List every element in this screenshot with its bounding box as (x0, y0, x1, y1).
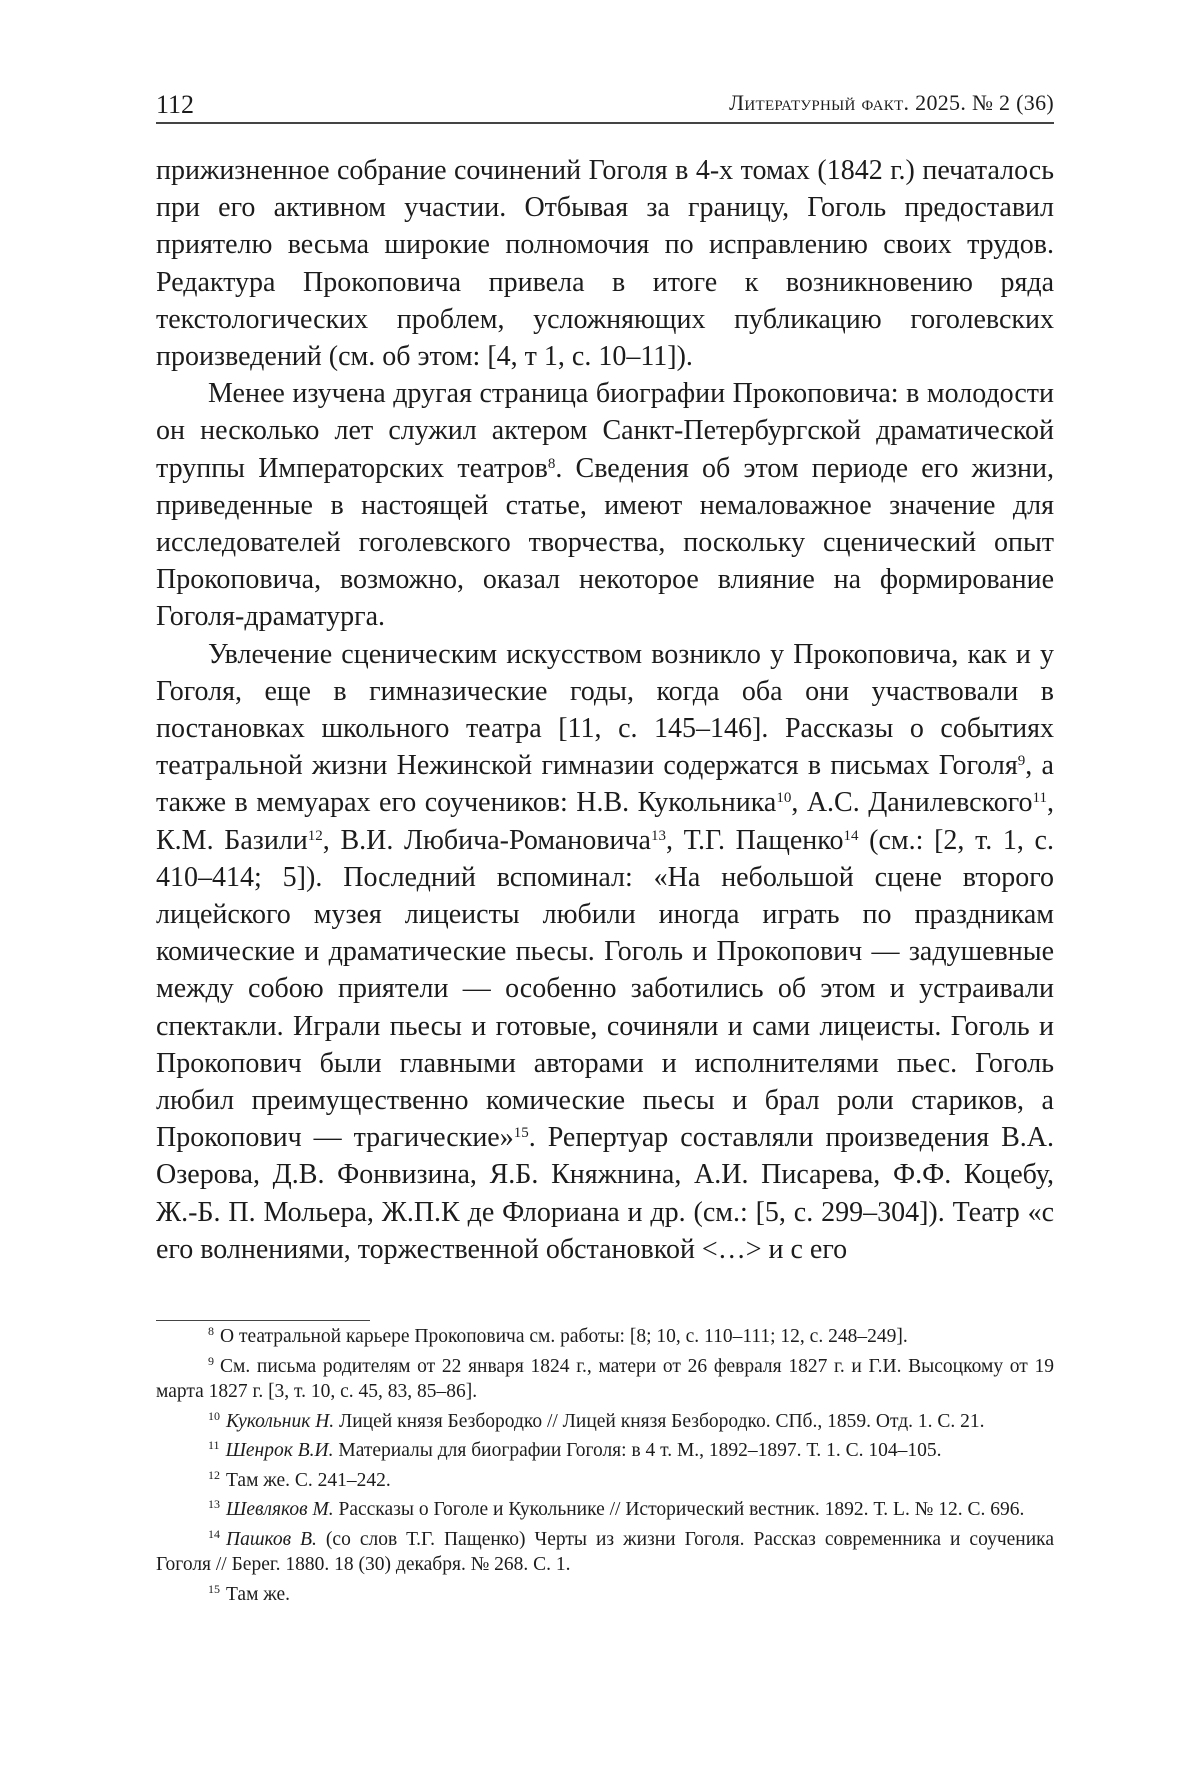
footnote-10 (156, 1409, 1054, 1435)
paragraph-3-text-1: Увлечение сценическим искусством возникло у Прокоповича, как и у Гоголя, еще в гимназические годы, когда оба они участвовали в постановках школьного театра [11, с. 145–146]. Рассказы о событиях театральной жизни Нежинской гимназии содержатся в письмах Гоголя (156, 638, 1054, 782)
paragraph-3-text-2: , а также в мемуарах его соучеников: Н.В. Кукольника (156, 750, 1054, 819)
footnote-ref-13[interactable]: 13 (650, 827, 666, 844)
footnote-8 (156, 1324, 1054, 1350)
footnote-12 (156, 1468, 1054, 1494)
footnote-author: Пашков В. (226, 1528, 317, 1550)
footnote-ref-15[interactable]: 15 (513, 1125, 529, 1142)
paragraph-1 (156, 152, 1054, 375)
paragraph-2 (156, 375, 1054, 635)
footnote-ref-10[interactable]: 10 (776, 790, 792, 807)
paragraph-3-text-5: , В.И. Любича-Романовича (322, 824, 651, 856)
footnote-ref-8[interactable]: 8 (547, 455, 556, 472)
page-number: 112 (156, 90, 195, 119)
footnote-number: 9 (208, 1353, 214, 1368)
page-header (156, 84, 1054, 124)
footnote-ref-11[interactable]: 11 (1032, 790, 1047, 807)
footnote-text: Материалы для биографии Гоголя: в 4 т. М., 1892–1897. Т. 1. С. 104–105. (333, 1440, 942, 1461)
paragraph-2-text-2: . Сведения об этом периоде его жизни, приведенные в настоящей статье, имеют немаловажное значение для исследователей гоголевского творчества, поскольку сценический опыт Прокоповича, возможно, оказал некоторое влияние на формирование Гоголя-драматурга. (156, 452, 1055, 633)
paragraph-3-text-6: , Т.Г. Пащенко (665, 824, 844, 856)
paragraph-2-text-1: Менее изучена другая страница биографии Прокоповича: в молодости он несколько лет служил актером Санкт-Петербургской драматической труппы Императорских театров (156, 378, 1054, 484)
footnote-text: Лицей князя Безбородко // Лицей князя Безбородко. СПб., 1859. Отд. 1. С. 21. (334, 1410, 985, 1432)
footnote-text: О театральной карьере Прокоповича см. работы: [8; 10, с. 110–111; 12, с. 248–249]. (220, 1326, 908, 1347)
footnote-number: 10 (208, 1408, 220, 1423)
footnote-11 (156, 1438, 1054, 1464)
footnote-text: (со слов Т.Г. Пащенко) Черты из жизни Гоголя. Рассказ современника и соученика Гоголя // Берег. 1880. 18 (30) декабря. № 268. С. 1. (156, 1528, 1054, 1575)
body-text (156, 152, 1054, 1268)
footnote-ref-14[interactable]: 14 (843, 827, 859, 844)
footnote-13 (156, 1497, 1054, 1523)
footnote-ref-12[interactable]: 12 (307, 827, 323, 844)
footnote-14 (156, 1527, 1054, 1578)
footnote-text: Там же. С. 241–242. (226, 1469, 391, 1491)
footnote-number: 8 (208, 1324, 214, 1338)
footnotes (156, 1324, 1054, 1611)
footnote-text: Рассказы о Гоголе и Кукольнике // Исторический вестник. 1892. Т. L. № 12. С. 696. (333, 1499, 1025, 1520)
footnote-text: См. письма родителям от 22 января 1824 г., матери от 26 февраля 1827 г. и Г.И. Высоцкому от 19 марта 1827 г. [3, т. 10, с. 45, 83, 85–86]. (156, 1355, 1054, 1402)
paragraph-3-text-3: , А.С. Данилевского (791, 787, 1033, 819)
running-head: Литературный факт. 2025. № 2 (36) (729, 90, 1054, 115)
footnote-author: Кукольник Н. (226, 1410, 335, 1432)
paragraph-1-text: прижизненное собрание сочинений Гоголя в 4-х томах (1842 г.) печаталось при его активном участии. Отбывая за границу, Гоголь предоставил приятелю весьма широкие полномочия по исправлению своих трудов. Редактура Прокоповича привела в итоге к возникновению ряда текстологических проблем, усложняющих публикацию гоголевских произведений (см. об этом: [4, т 1, с. 10–11]). (156, 155, 1054, 373)
footnote-number: 15 (208, 1581, 220, 1596)
paragraph-3-text-4: , К.М. Базили (156, 787, 1054, 856)
footnote-number: 11 (208, 1438, 220, 1452)
footnote-author: Шевляков М. (226, 1499, 334, 1520)
footnote-author: Шенрок В.И. (225, 1440, 334, 1461)
footnote-number: 14 (208, 1526, 220, 1541)
footnote-separator (156, 1320, 370, 1321)
footnote-15 (156, 1582, 1054, 1608)
paragraph-3-text-7: (см.: [2, т. 1, с. 410–414; 5]). Последний вспоминал: «На небольшой сцене второго лицейского музея лицеисты любили иногда играть по праздникам комические и драматические пьесы. Гоголь и Прокопович — задушевные между собою приятели — особенно заботились об этом и устраивали спектакли. Играли пьесы и готовые, сочиняли и сами лицеисты. Гоголь и Прокопович были главными авторами и исполнителями пьес. Гоголь любил преимущественно комические пьесы и брал роли стариков, а Прокопович — трагические» (156, 824, 1054, 1154)
footnote-number: 13 (208, 1497, 220, 1511)
footnote-text: Там же. (226, 1583, 291, 1605)
paragraph-3-text-8: . Репертуар составляли произведения В.А. Озерова, Д.В. Фонвизина, Я.Б. Княжнина, А.И. Писарева, Ф.Ф. Коцебу, Ж.-Б. П. Мольера, Ж.П.К де Флориана и др. (см.: [5, с. 299–304]). Театр «с его волнениями, торжественной обстановкой <…> и с его (156, 1122, 1054, 1265)
footnote-9 (156, 1354, 1054, 1405)
footnote-number: 12 (208, 1467, 220, 1482)
footnote-ref-9[interactable]: 9 (1017, 753, 1026, 770)
paragraph-3 (156, 636, 1054, 1268)
